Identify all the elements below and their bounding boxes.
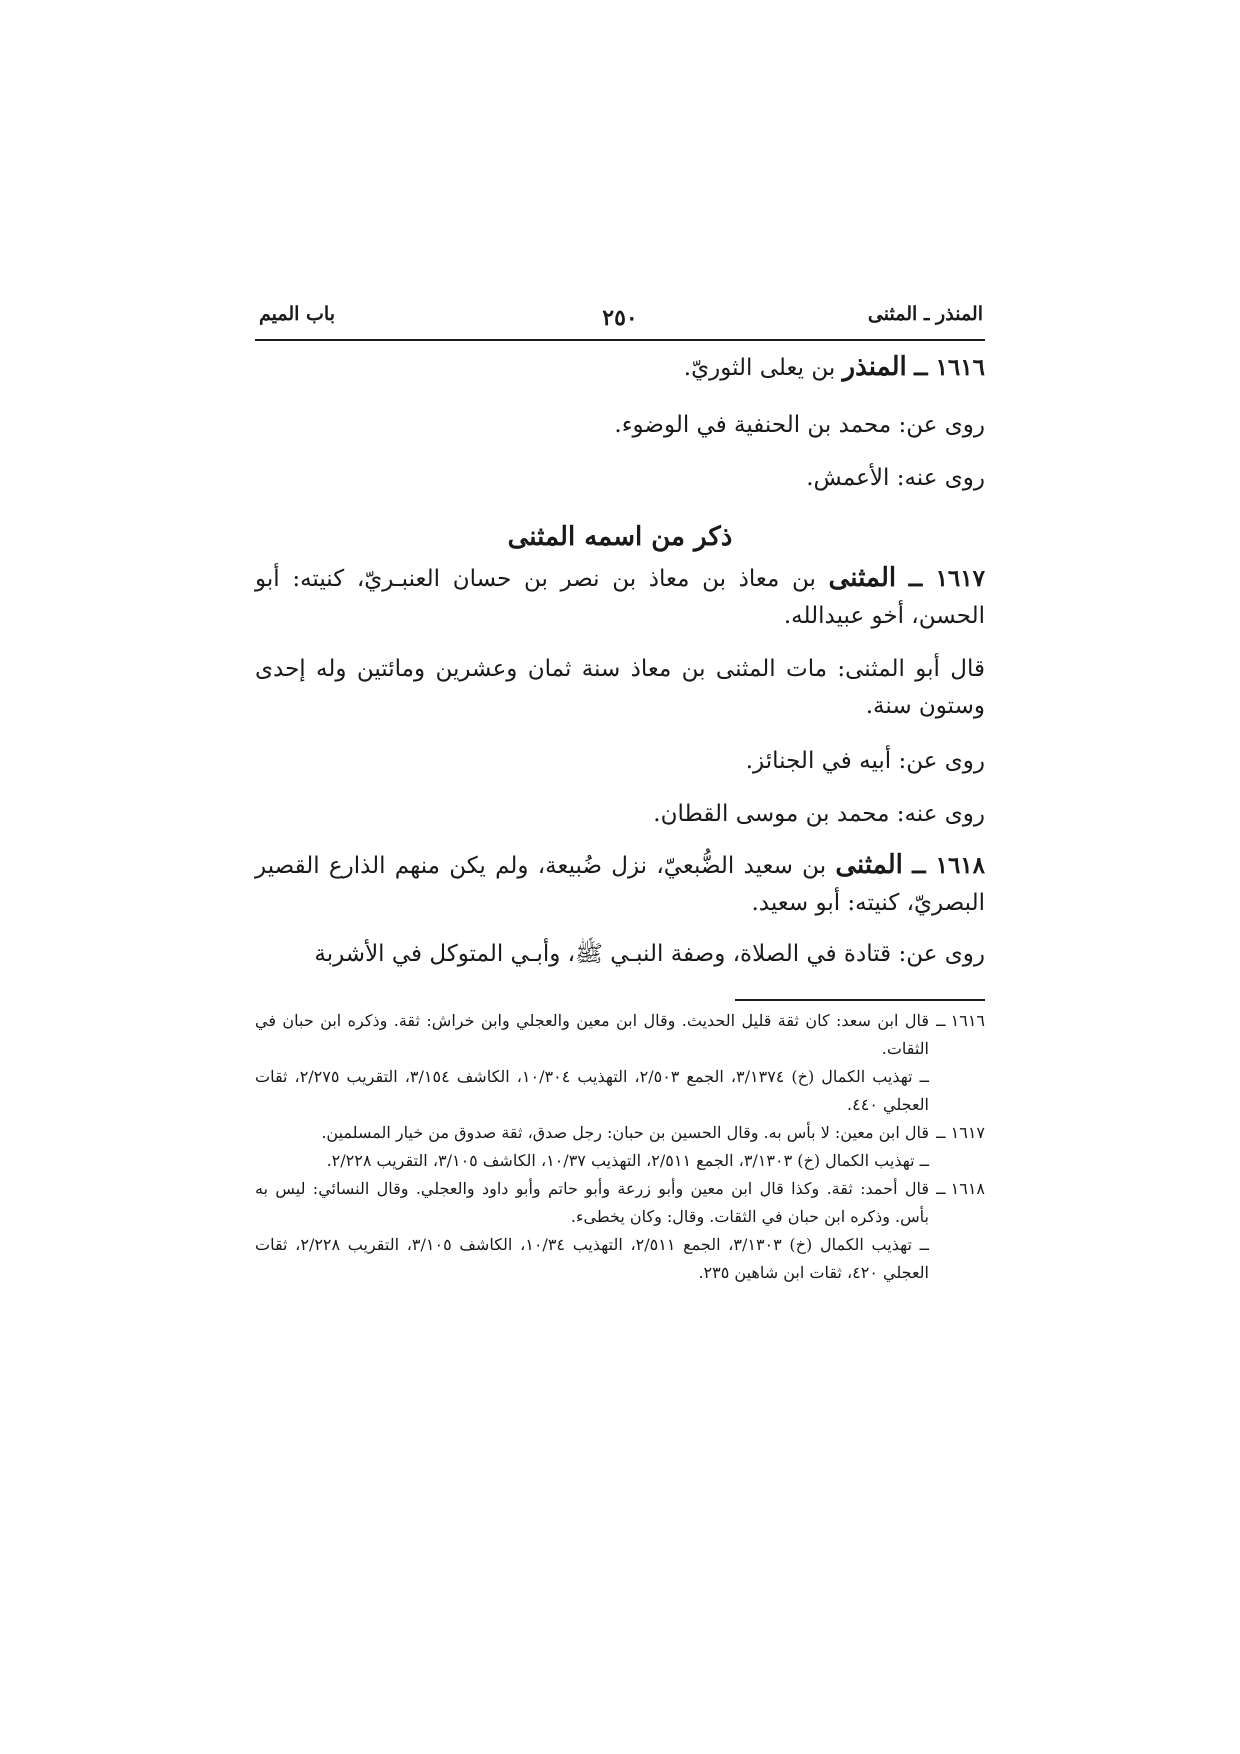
- header-chapter: باب الميم: [259, 303, 336, 325]
- entry-name: المثنى: [835, 850, 903, 880]
- entry-1617-narrated-by: روى عنه: محمد بن موسى القطان.: [653, 801, 985, 827]
- footnote-number: ١٦١٧ ــ: [936, 1123, 985, 1142]
- footnote-separator: [735, 999, 985, 1001]
- footnote-number: ١٦١٨ ــ: [936, 1179, 985, 1198]
- section-title: ذكر من اسمه المثنى: [507, 522, 733, 552]
- footnote-text: قال أحمد: ثقة. وكذا قال ابن معين وأبو زرعة وأبو حاتم وأبو داود والعجلي. وقال النسائي: ليس به بأس. وذكره ابن حبان في الثقات. وقال: وكان يخطىء.: [255, 1179, 929, 1226]
- entry-1616-heading: [255, 349, 985, 387]
- running-header: [255, 295, 985, 341]
- footnote-text: قال ابن سعد: كان ثقة قليل الحديث. وقال ابن معين والعجلي وابن خراش: ثقة. وذكره ابن حبان في الثقات.: [255, 1011, 929, 1058]
- footnote-1616: [255, 1007, 985, 1119]
- entry-1617-heading: [255, 560, 985, 635]
- footnote-text: قال ابن معين: لا بأس به. وقال الحسين بن حبان: رجل صدق، ثقة صدوق من خيار المسلمين.: [321, 1123, 929, 1142]
- entry-1618-heading: [255, 847, 985, 922]
- entry-1617-narrated-from: روى عن: أبيه في الجنائز.: [745, 748, 985, 774]
- book-page: [255, 295, 985, 1287]
- footnotes: [255, 1007, 985, 1287]
- main-text: [255, 349, 985, 973]
- entry-1616-narrated-by: روى عنه: الأعمش.: [806, 465, 985, 491]
- entry-number: ١٦١٧ ــ: [908, 565, 985, 592]
- entry-number: ١٦١٦ ــ: [914, 354, 985, 381]
- entry-name: المنذر: [842, 352, 907, 382]
- footnote-references: ــ تهذيب الكمال (خ) ٣/١٣٠٣، الجمع ٢/٥١١، التهذيب ١٠/٣٤، الكاشف ٣/١٠٥، التقريب ٢/٢٢٨، ثقات العجلي ٤٢٠، ثقات ابن شاهين ٢٣٥.: [255, 1235, 929, 1282]
- header-entry-range: المنذر ـ المثنى: [867, 303, 983, 325]
- entry-lineage: بن معاذ بن معاذ بن نصر بن حسان العنبـريّ، كنيته: أبو الحسن، أخو عبيدالله.: [255, 566, 985, 629]
- page-number: ٢٥٠: [602, 305, 638, 331]
- footnote-number: ١٦١٦ ــ: [936, 1011, 985, 1030]
- entry-name: المثنى: [828, 563, 897, 593]
- footnote-1618: [255, 1175, 985, 1287]
- entry-number: ١٦١٨ ــ: [912, 852, 986, 879]
- footnote-1617: [255, 1119, 985, 1175]
- entry-1616-narrated-from: روى عن: محمد بن الحنفية في الوضوء.: [614, 412, 985, 438]
- entry-lineage: بن يعلى الثوريّ.: [683, 355, 843, 381]
- entry-lineage: بن سعيد الضُّبعيّ، نزل ضُبيعة، ولم يكن منهم الذارع القصير البصريّ، كنيته: أبو سعيد.: [255, 853, 985, 916]
- footnote-references: ــ تهذيب الكمال (خ) ٣/١٣٠٣، الجمع ٢/٥١١، التهذيب ١٠/٣٧، الكاشف ٣/١٠٥، التقريب ٢/٢٢٨.: [326, 1151, 929, 1170]
- entry-1617-note: قال أبو المثنى: مات المثنى بن معاذ سنة ثمان وعشرين ومائتين وله إحدى وستون سنة.: [255, 656, 985, 719]
- footnote-references: ــ تهذيب الكمال (خ) ٣/١٣٧٤، الجمع ٢/٥٠٣، التهذيب ١٠/٣٠٤، الكاشف ٣/١٥٤، التقريب ٢/٢٧٥، ثقات العجلي ٤٤٠.: [255, 1067, 930, 1114]
- entry-1618-narrated-from: روى عن: قتادة في الصلاة، وصفة النبـي ﷺ، وأبـي المتوكل في الأشربة: [314, 941, 985, 967]
